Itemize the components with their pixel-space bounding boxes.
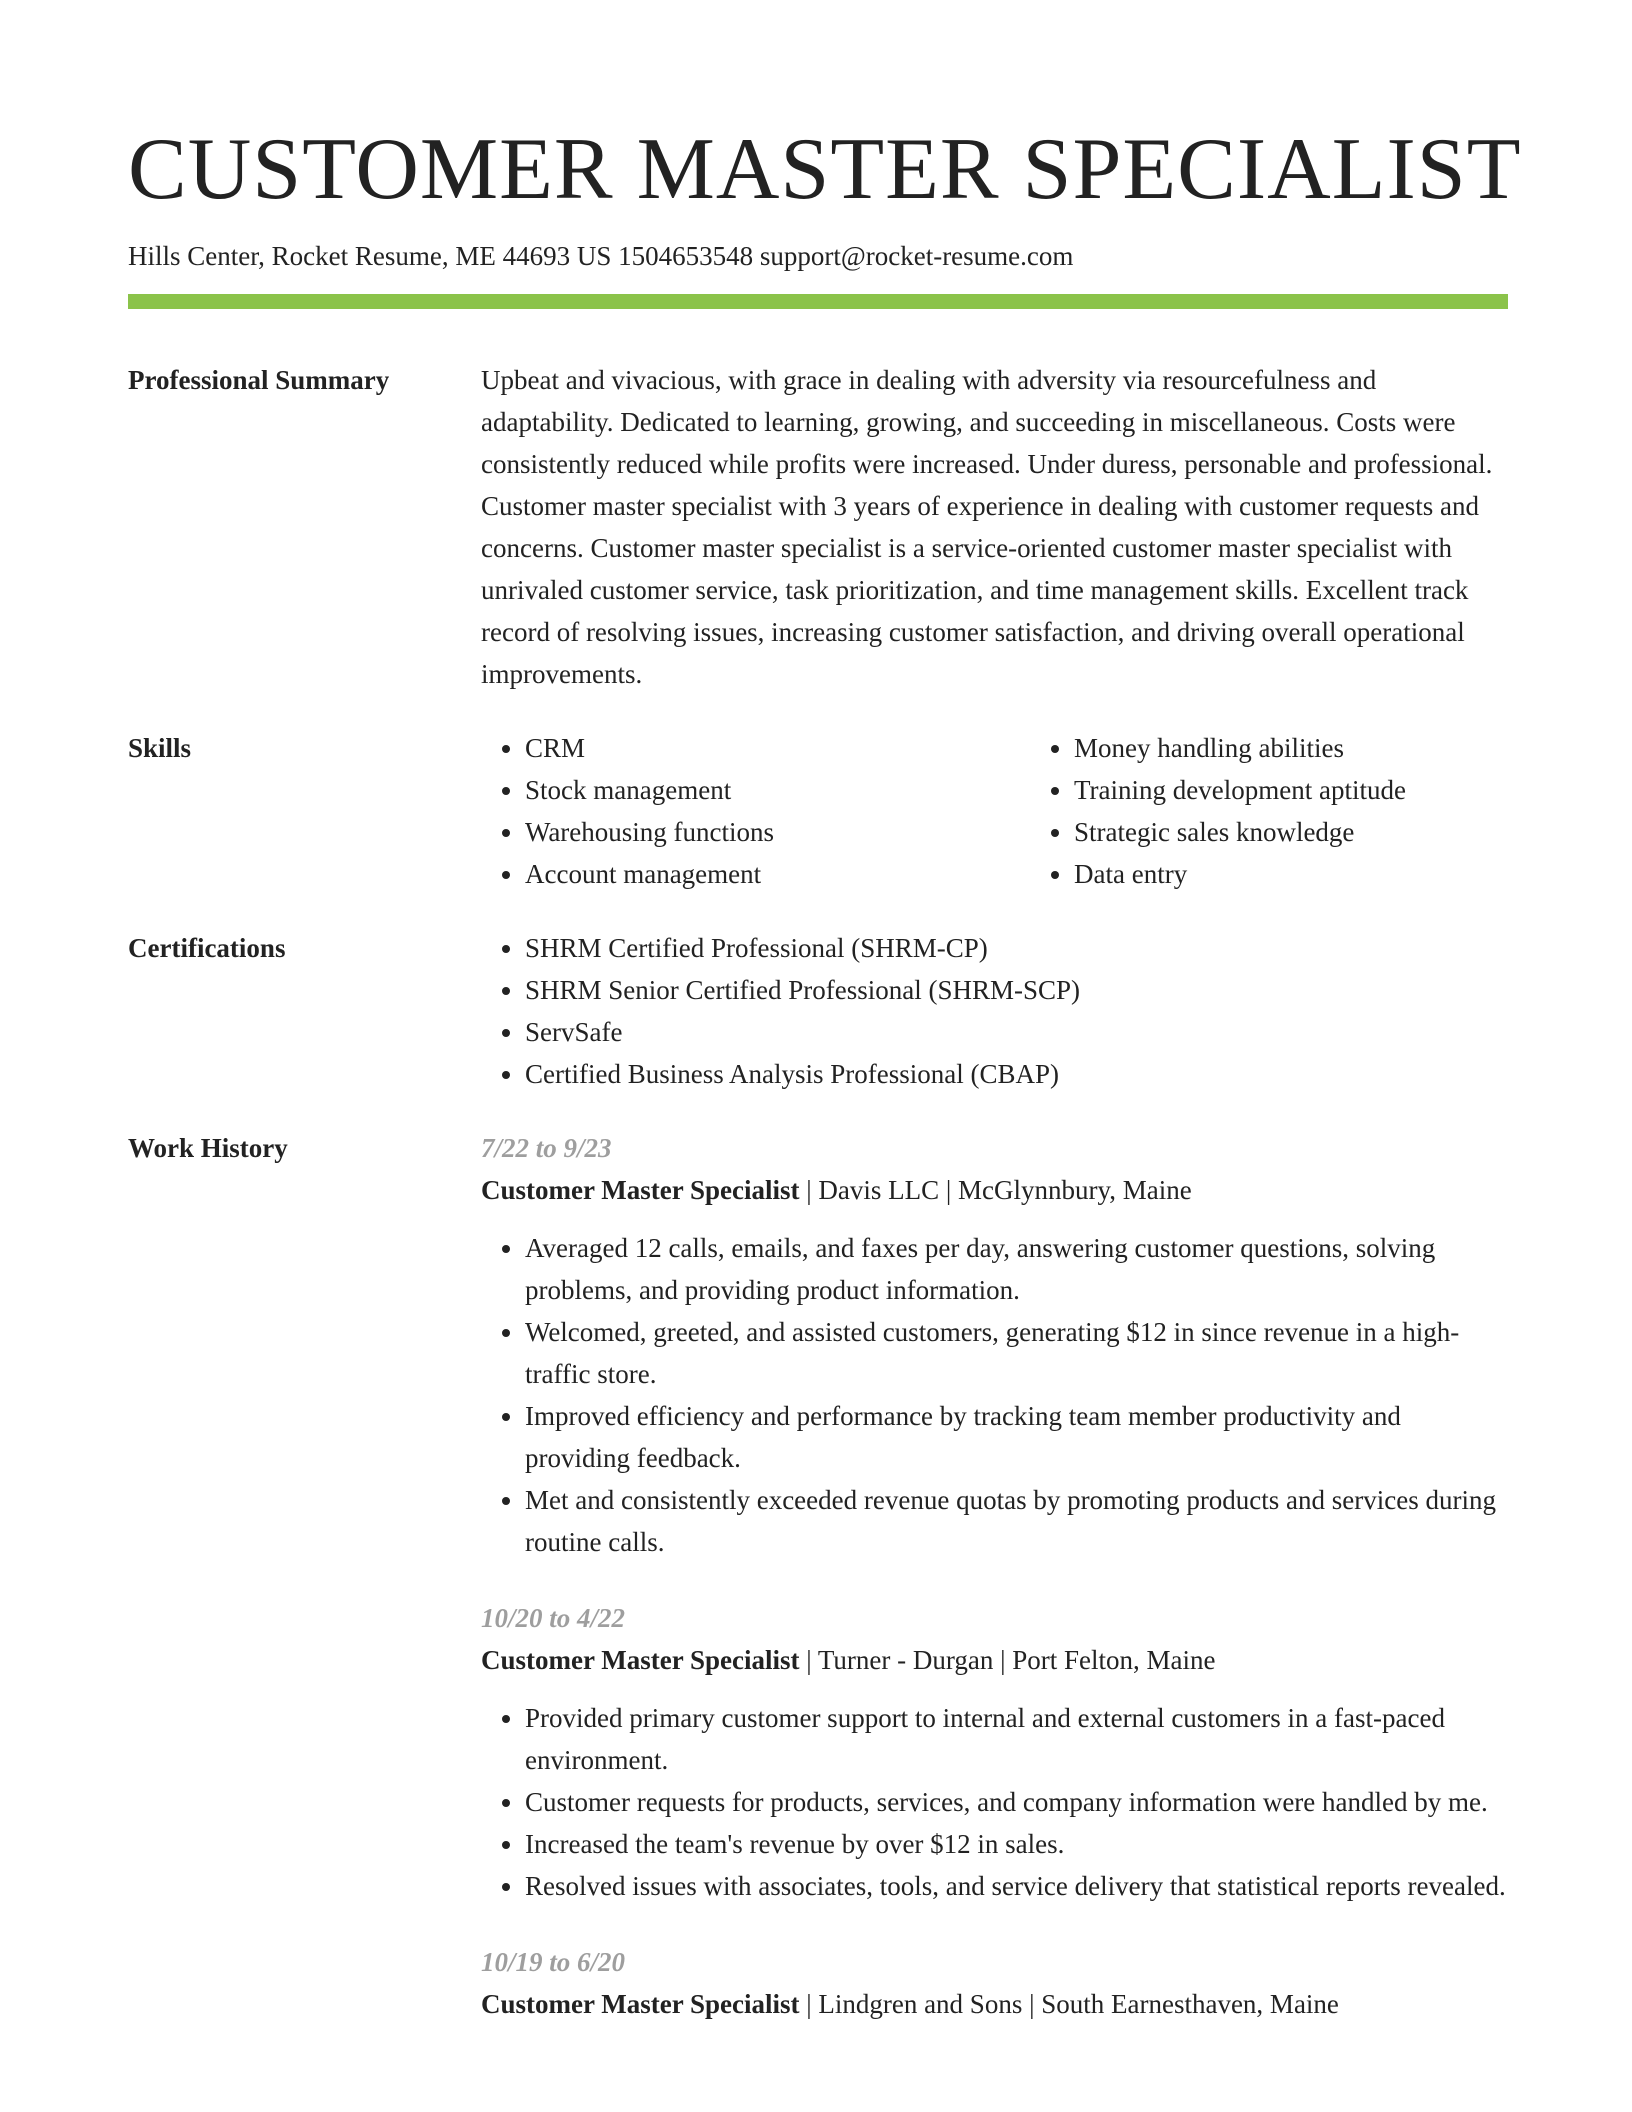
skill-item: • Money handling abilities <box>1074 727 1579 769</box>
certifications-body <box>481 927 1508 1095</box>
summary-heading: Professional Summary <box>128 365 390 395</box>
job-bullets <box>481 1697 1508 1907</box>
resume-page <box>128 0 1522 2025</box>
job-title-line <box>481 1639 1508 1681</box>
work-history-body <box>481 1127 1508 2025</box>
skill-item: • Data entry <box>1074 853 1579 895</box>
certifications-list <box>481 927 1508 1095</box>
job-bullet: • Met and consistently exceeded revenue quotas by promoting products and services during routine calls. <box>525 1479 1508 1563</box>
work-history-section <box>128 1127 1508 2025</box>
job-bullet: • Customer requests for products, services, and company information were handled by me. <box>525 1781 1508 1823</box>
job-title-line <box>481 1983 1508 2025</box>
job-bullet: • Improved efficiency and performance by tracking team member productivity and providing feedback. <box>525 1395 1508 1479</box>
skill-item: • CRM <box>525 727 1030 769</box>
job-bullet: • Increased the team's revenue by over $12 in sales. <box>525 1823 1508 1865</box>
summary-text: Upbeat and vivacious, with grace in dealing with adversity via resourcefulness and adaptability. Dedicated to learning, growing, and succeeding in miscellaneous. Costs were consistently reduced while profits were increased. Under duress, personable and professional. Customer master specialist with 3 years of experience in dealing with customer requests and concerns. Customer master specialist is a service-oriented customer master specialist with unrivaled customer service, task prioritization, and time management skills. Excellent track record of resolving issues, increasing customer satisfaction, and driving overall operational improvements. <box>481 365 1493 689</box>
skill-item: • Training development aptitude <box>1074 769 1579 811</box>
job-dates: 7/22 to 9/23 <box>481 1133 612 1163</box>
job-entry <box>481 1941 1508 2025</box>
job-bullet: • Welcomed, greeted, and assisted customers, generating $12 in since revenue in a high-traffic store. <box>525 1311 1508 1395</box>
certification-item: • ServSafe <box>525 1011 1508 1053</box>
job-title: Customer Master Specialist <box>481 1989 800 2019</box>
skills-section <box>128 727 1508 895</box>
job-bullet: • Provided primary customer support to internal and external customers in a fast-paced environment. <box>525 1697 1508 1781</box>
skill-item: • Warehousing functions <box>525 811 1030 853</box>
job-bullet: • Resolved issues with associates, tools, and service delivery that statistical reports revealed. <box>525 1865 1508 1907</box>
contact-info: Hills Center, Rocket Resume, ME 44693 US 1504653548 support@rocket-resume.com <box>128 241 1074 271</box>
skills-list-right <box>1030 727 1579 895</box>
skill-item: • Strategic sales knowledge <box>1074 811 1579 853</box>
job-employer-location: | Turner - Durgan | Port Felton, Maine <box>799 1645 1216 1675</box>
job-bullet: • Averaged 12 calls, emails, and faxes per day, answering customer questions, solving problems, and providing product information. <box>525 1227 1508 1311</box>
skills-heading: Skills <box>128 733 192 763</box>
certification-item: • SHRM Senior Certified Professional (SHRM-SCP) <box>525 969 1508 1011</box>
job-dates: 10/19 to 6/20 <box>481 1947 626 1977</box>
certifications-section <box>128 927 1508 1095</box>
summary-section <box>128 359 1508 695</box>
skills-body <box>481 727 1579 895</box>
job-employer-location: | Davis LLC | McGlynnbury, Maine <box>799 1175 1192 1205</box>
job-title: Customer Master Specialist <box>481 1175 800 1205</box>
job-dates: 10/20 to 4/22 <box>481 1603 626 1633</box>
certifications-heading: Certifications <box>128 933 286 963</box>
skill-item: • Stock management <box>525 769 1030 811</box>
accent-divider <box>128 294 1508 309</box>
job-title-line <box>481 1169 1508 1211</box>
job-title: Customer Master Specialist <box>481 1645 800 1675</box>
job-employer-location: | Lindgren and Sons | South Earnesthaven, Maine <box>799 1989 1339 2019</box>
job-entry <box>481 1127 1508 1563</box>
certification-item: • SHRM Certified Professional (SHRM-CP) <box>525 927 1508 969</box>
job-bullets <box>481 1227 1508 1563</box>
job-entry <box>481 1597 1508 1907</box>
skill-item: • Account management <box>525 853 1030 895</box>
skills-list-left <box>481 727 1030 895</box>
work-history-heading: Work History <box>128 1133 288 1163</box>
resume-name: CUSTOMER MASTER SPECIALIST <box>128 121 1522 218</box>
certification-item: • Certified Business Analysis Professional (CBAP) <box>525 1053 1508 1095</box>
skills-grid <box>481 727 1579 895</box>
